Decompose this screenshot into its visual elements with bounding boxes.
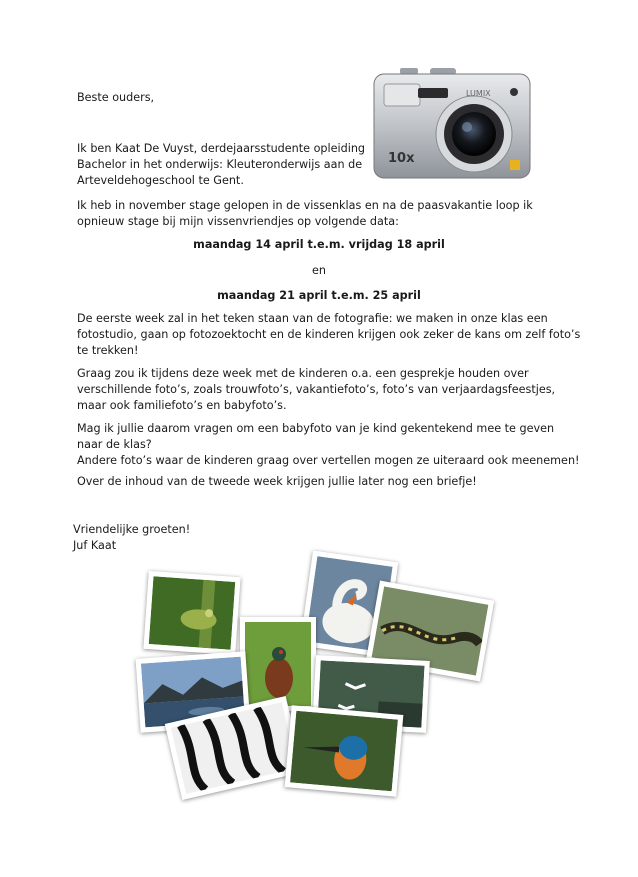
intro-line: Arteveldehogeschool te Gent. bbox=[77, 174, 244, 187]
talk-line: maar ook familiefoto’s en babyfoto’s. bbox=[77, 399, 287, 412]
request-line: naar de klas? bbox=[77, 438, 152, 451]
week1-line: fotostudio, gaan op fotozoektocht en de kinderen krijgen ook zeker de kans om zelf foto’s bbox=[77, 328, 581, 341]
intro-line: Bachelor in het onderwijs: Kleuteronderwijs aan de bbox=[77, 158, 363, 171]
week1-line: De eerste week zal in het teken staan van de fotografie: we maken in onze klas een bbox=[77, 312, 548, 325]
date-range-1: maandag 14 april t.e.m. vrijdag 18 april bbox=[193, 238, 445, 251]
intro-line: Ik ben Kaat De Vuyst, derdejaarsstudente opleiding bbox=[77, 142, 366, 155]
talk-line: Graag zou ik tijdens deze week met de kinderen o.a. een gesprekje houden over bbox=[77, 367, 529, 380]
camera-zoom-label: 10x bbox=[388, 151, 415, 166]
week2-note: Over de inhoud van de tweede week krijgen jullie later nog een briefje! bbox=[77, 475, 477, 488]
date-connector: en bbox=[312, 264, 326, 277]
camera-image bbox=[370, 66, 532, 184]
signature: Juf Kaat bbox=[73, 539, 117, 552]
camera-brand-label: LUMIX bbox=[466, 89, 491, 98]
frog-photo bbox=[143, 571, 240, 655]
kingfisher-photo bbox=[285, 705, 404, 796]
closing: Vriendelijke groeten! bbox=[73, 523, 191, 536]
greeting: Beste ouders, bbox=[77, 91, 155, 104]
week1-line: te trekken! bbox=[77, 344, 139, 357]
request-line: Andere foto’s waar de kinderen graag over vertellen mogen ze uiteraard ook meenemen! bbox=[77, 454, 580, 467]
talk-line: verschillende foto’s, zoals trouwfoto’s, vakantiefoto’s, foto’s van verjaardagsfeestjes, bbox=[77, 383, 556, 396]
stage-line: opnieuw stage bij mijn vissenvriendjes op volgende data: bbox=[77, 215, 399, 228]
stage-line: Ik heb in november stage gelopen in de vissenklas en na de paasvakantie loop ik bbox=[77, 199, 533, 212]
date-range-2: maandag 21 april t.e.m. 25 april bbox=[217, 289, 421, 302]
request-line: Mag ik jullie daarom vragen om een babyfoto van je kind gekentekend mee te geven bbox=[77, 422, 555, 435]
